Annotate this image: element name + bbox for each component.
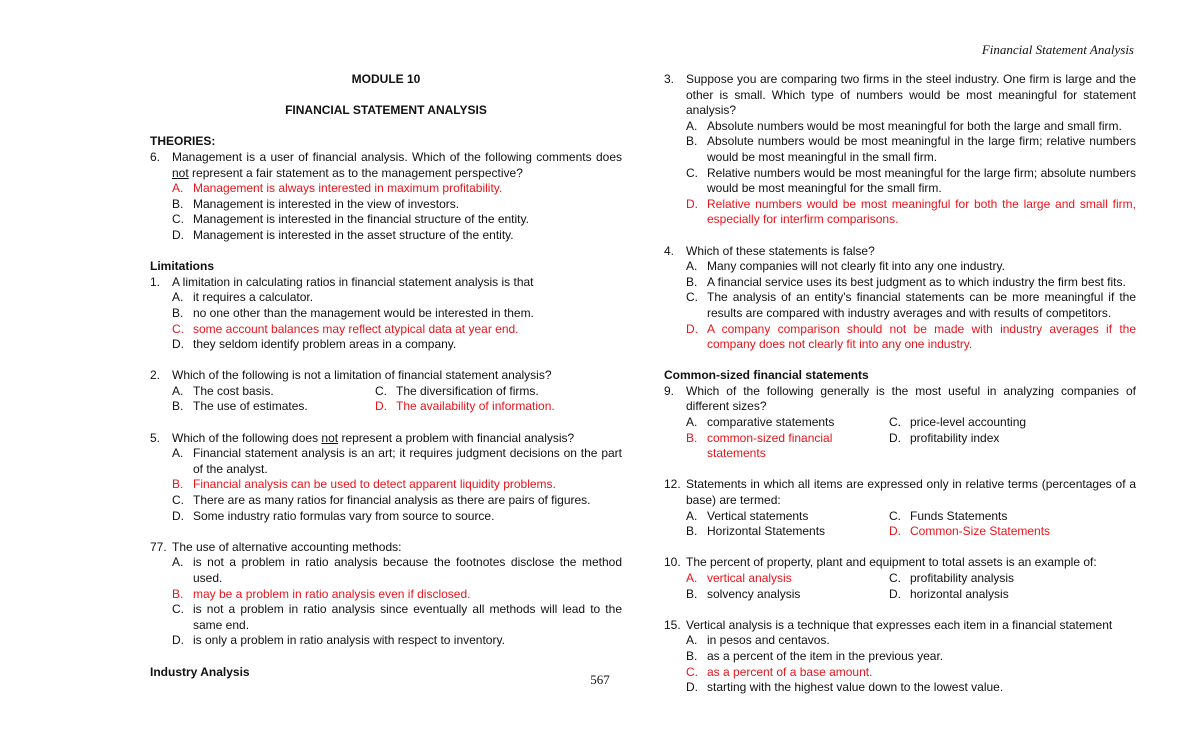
option-1c — [150, 322, 622, 338]
option-text: Financial analysis can be used to detect apparent liquidity problems. — [193, 477, 556, 492]
option-letter: B. — [686, 586, 698, 601]
question-text: Statements in which all items are expressed only in relative terms (percentages of a base) are termed: — [686, 477, 1136, 508]
question-1 — [150, 275, 622, 291]
option-text: Relative numbers would be most meaningful for both the large and small firm, especially for interfirm comparisons. — [707, 196, 1136, 227]
emphasis-not: not — [321, 430, 339, 445]
option-text: starting with the highest value down to the lowest value. — [707, 680, 1004, 695]
option-text: some account balances may reflect atypical data at year end. — [193, 321, 519, 336]
section-common-sized: Common-sized financial statements — [664, 368, 869, 383]
option-row — [150, 384, 622, 400]
question-text: Which of the following is not a limitation of financial statement analysis? — [172, 368, 552, 383]
question-text: The percent of property, plant and equipment to total assets is an example of: — [686, 555, 1097, 570]
question-number: 5. — [150, 430, 161, 445]
option-1a — [150, 290, 622, 306]
option-letter: D. — [172, 633, 184, 648]
option-text: is not a problem in ratio analysis because the footnotes disclose the method used. — [193, 555, 622, 585]
option-letter: C. — [686, 290, 698, 305]
question-number: 4. — [664, 243, 675, 258]
option-3d — [664, 197, 1136, 228]
option-letter: A. — [686, 259, 698, 274]
question-4 — [664, 244, 1136, 260]
question-text: Which of the following generally is the most useful in analyzing companies of different sizes? — [686, 383, 1136, 414]
option-letter: D. — [686, 321, 698, 336]
option-77c — [150, 602, 622, 633]
option-text: in pesos and centavos. — [707, 633, 830, 648]
option-letter: D. — [172, 227, 184, 242]
option-text: comparative statements — [707, 415, 835, 430]
question-77 — [150, 540, 622, 556]
option-2a — [172, 384, 375, 400]
option-letter: A. — [172, 181, 184, 196]
option-1b — [150, 306, 622, 322]
option-text: There are as many ratios for financial analysis as there are pairs of figures. — [193, 493, 591, 508]
question-text-part: Management is a user of financial analysis. Which of the following comments does — [172, 149, 622, 164]
option-letter: C. — [375, 383, 387, 398]
question-text — [172, 431, 622, 447]
option-text: Management is interested in the view of investors. — [193, 196, 460, 211]
option-text: is not a problem in ratio analysis since eventually all methods will lead to the same end. — [193, 602, 622, 632]
option-4c — [664, 290, 1136, 321]
option-text: may be a problem in ratio analysis even if disclosed. — [193, 586, 471, 601]
option-letter: B. — [686, 430, 698, 445]
option-9d — [889, 431, 1092, 462]
option-letter: A. — [686, 118, 698, 133]
option-text: Funds Statements — [910, 508, 1008, 523]
option-15b — [664, 649, 1136, 665]
module-number: MODULE 10 — [351, 72, 421, 86]
option-letter: A. — [686, 633, 698, 648]
option-row — [664, 415, 1136, 431]
option-letter: A. — [686, 508, 698, 523]
emphasis-not: not — [172, 165, 189, 180]
question-text: A limitation in calculating ratios in financial statement analysis is that — [172, 274, 534, 289]
option-letter: A. — [172, 446, 184, 461]
option-3a — [664, 119, 1136, 135]
option-4a — [664, 259, 1136, 275]
option-text: as a percent of the item in the previous year. — [707, 648, 944, 663]
option-9c — [889, 415, 1092, 431]
option-3c — [664, 166, 1136, 197]
option-letter: D. — [375, 399, 387, 414]
question-number: 77. — [150, 539, 167, 554]
option-letter: C. — [686, 664, 698, 679]
option-letter: B. — [172, 196, 184, 211]
option-row — [664, 524, 1136, 540]
question-15 — [664, 618, 1136, 634]
option-9b — [686, 431, 889, 462]
page-number: 567 — [590, 672, 610, 687]
question-text: Vertical analysis is a technique that expresses each item in a financial statement — [686, 617, 1113, 632]
option-77a — [150, 555, 622, 586]
option-10d — [889, 587, 1092, 603]
option-text: Absolute numbers would be most meaningful for both the large and small firm. — [707, 118, 1122, 133]
section-limitations: Limitations — [150, 259, 215, 274]
option-letter: A. — [172, 290, 184, 305]
option-letter: D. — [172, 508, 184, 523]
option-letter: B. — [172, 586, 184, 601]
option-text: price-level accounting — [910, 415, 1027, 430]
option-text: Vertical statements — [707, 508, 809, 523]
option-10b — [686, 587, 889, 603]
option-letter: D. — [686, 680, 698, 695]
option-12b — [686, 524, 889, 540]
option-77d — [150, 633, 622, 649]
option-text: solvency analysis — [707, 586, 801, 601]
option-2d — [375, 399, 578, 415]
option-6b — [150, 197, 622, 213]
question-number: 12. — [664, 477, 681, 492]
option-5d — [150, 509, 622, 525]
question-number: 6. — [150, 149, 161, 164]
section-theories: THEORIES: — [150, 134, 216, 149]
option-text: The diversification of firms. — [396, 383, 539, 398]
question-3 — [664, 72, 1136, 119]
option-6a — [150, 181, 622, 197]
option-text: A company comparison should not be made with industry averages if the company does not clearly fit into any one industry. — [707, 321, 1136, 352]
option-text: horizontal analysis — [910, 586, 1009, 601]
option-letter: B. — [686, 134, 698, 149]
option-5c — [150, 493, 622, 509]
option-text: Relative numbers would be most meaningful for the large firm; absolute numbers would be most meaningful for the small firm. — [707, 165, 1136, 196]
option-letter: D. — [889, 430, 901, 445]
running-header: Financial Statement Analysis — [981, 42, 1134, 57]
option-letter: C. — [889, 415, 901, 430]
option-5a — [150, 446, 622, 477]
question-10 — [664, 555, 1136, 571]
option-letter: D. — [889, 586, 901, 601]
option-letter: C. — [686, 165, 698, 180]
question-12 — [664, 477, 1136, 508]
question-text: Which of these statements is false? — [686, 243, 875, 258]
option-letter: B. — [686, 648, 698, 663]
option-1d — [150, 337, 622, 353]
option-text: it requires a calculator. — [193, 290, 314, 305]
question-number: 15. — [664, 617, 681, 632]
option-text: is only a problem in ratio analysis with respect to inventory. — [193, 633, 505, 648]
question-5 — [150, 431, 622, 447]
option-letter: A. — [172, 383, 184, 398]
option-letter: A. — [686, 415, 698, 430]
option-12a — [686, 509, 889, 525]
option-3b — [664, 134, 1136, 165]
question-number: 1. — [150, 274, 161, 289]
option-12c — [889, 509, 1092, 525]
option-text: Financial statement analysis is an art; it requires judgment decisions on the part of the analyst. — [193, 446, 622, 476]
option-5b — [150, 477, 622, 493]
option-text: profitability index — [910, 430, 1000, 445]
option-text: Common-Size Statements — [910, 524, 1051, 539]
option-text: Many companies will not clearly fit into any one industry. — [707, 259, 1005, 274]
question-text-part: represent a problem with financial analysis? — [338, 430, 575, 445]
section-industry-analysis: Industry Analysis — [150, 664, 250, 679]
option-4b — [664, 275, 1136, 291]
option-text: Management is interested in the asset structure of the entity. — [193, 227, 514, 242]
option-letter: B. — [172, 305, 184, 320]
option-row — [664, 509, 1136, 525]
option-letter: C. — [172, 321, 184, 336]
option-text: common-sized financial statements — [707, 430, 833, 461]
option-row — [150, 399, 622, 415]
option-row — [664, 587, 1136, 603]
module-title: FINANCIAL STATEMENT ANALYSIS — [285, 103, 487, 118]
right-column — [664, 72, 1136, 696]
option-letter: C. — [889, 571, 901, 585]
option-text: The availability of information. — [396, 399, 555, 414]
option-text: Horizontal Statements — [707, 524, 826, 539]
option-text: Some industry ratio formulas vary from source to source. — [193, 508, 495, 523]
option-letter: D. — [172, 337, 184, 352]
option-letter: D. — [889, 524, 901, 539]
option-6c — [150, 212, 622, 228]
question-number: 9. — [664, 383, 675, 398]
question-text — [172, 150, 622, 181]
option-letter: C. — [172, 602, 184, 617]
option-text: The cost basis. — [193, 383, 274, 398]
question-text: The use of alternative accounting methods: — [172, 539, 402, 554]
question-number: 10. — [664, 555, 681, 570]
question-text-part: Which of the following does — [172, 430, 322, 445]
option-letter: A. — [686, 571, 698, 585]
question-number: 2. — [150, 368, 161, 383]
option-letter: C. — [172, 212, 184, 227]
option-letter: B. — [172, 399, 184, 414]
option-10a — [686, 571, 889, 587]
question-9 — [664, 384, 1136, 415]
option-letter: C. — [172, 493, 184, 508]
question-2 — [150, 368, 622, 384]
option-letter: B. — [686, 524, 698, 539]
option-text: The analysis of an entity's financial statements can be more meaningful if the results are compared with industry averages and with results of competitors. — [707, 290, 1136, 320]
option-row — [664, 571, 1136, 587]
option-letter: D. — [686, 196, 698, 211]
option-row — [664, 431, 1136, 462]
question-text-part: represent a fair statement as to the management perspective? — [188, 165, 523, 180]
option-15a — [664, 633, 1136, 649]
option-letter: A. — [172, 555, 184, 570]
option-text: as a percent of a base amount. — [707, 664, 873, 679]
option-77b — [150, 587, 622, 603]
option-text: Management is interested in the financial structure of the entity. — [193, 212, 529, 227]
option-10c — [889, 571, 1092, 587]
option-text: vertical analysis — [707, 571, 792, 585]
question-number: 3. — [664, 72, 675, 86]
option-text: The use of estimates. — [193, 399, 308, 414]
option-2b — [172, 399, 375, 415]
option-letter: B. — [686, 274, 698, 289]
option-4d — [664, 322, 1136, 353]
option-text: A financial service uses its best judgment as to which industry the firm best fits. — [707, 274, 1126, 289]
option-text: they seldom identify problem areas in a company. — [193, 337, 457, 352]
option-text: no one other than the management would be interested in them. — [193, 305, 534, 320]
question-text: Suppose you are comparing two firms in the steel industry. One firm is large and the other is small. Which type of numbers would be most meaningful for statement analysis? — [686, 72, 1136, 118]
option-6d — [150, 228, 622, 244]
left-column — [150, 72, 622, 680]
option-text: Absolute numbers would be most meaningful in the large firm; relative numbers would be most meaningful in the small firm. — [707, 134, 1136, 164]
option-9a — [686, 415, 889, 431]
option-letter: C. — [889, 508, 901, 523]
option-text: profitability analysis — [910, 571, 1015, 585]
option-text: Management is always interested in maximum profitability. — [193, 181, 503, 196]
option-12d — [889, 524, 1092, 540]
option-letter: B. — [172, 477, 184, 492]
option-2c — [375, 384, 578, 400]
question-6 — [150, 150, 622, 181]
